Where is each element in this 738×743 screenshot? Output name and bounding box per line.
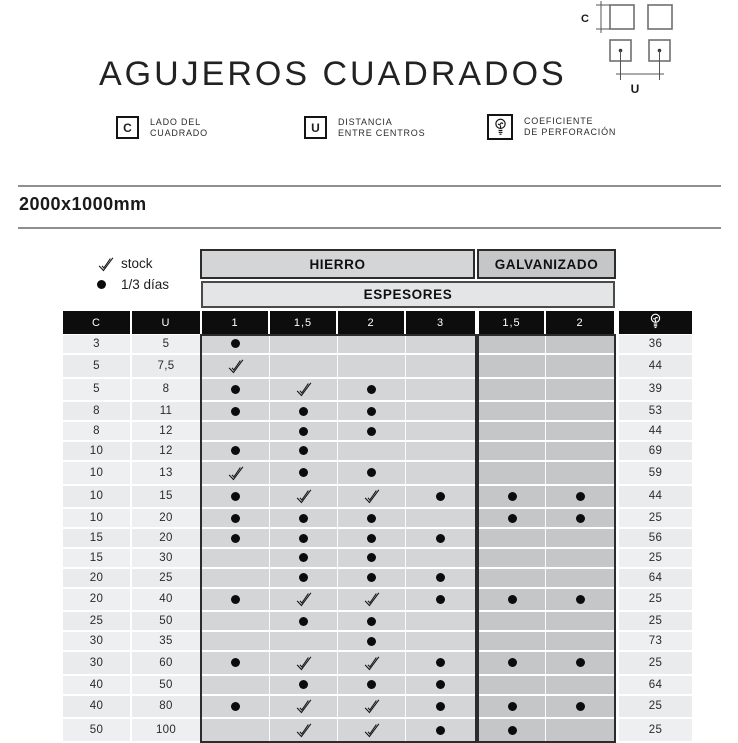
cell-c: 15 [63,529,130,549]
availability-dot-icon [299,553,308,562]
column-header-galv-1-5: 1,5 [479,311,546,334]
stock-check-icon [295,381,313,397]
cell-hierro-2 [338,696,406,720]
cell-hierro-3 [406,589,475,613]
cell-coefficient: 69 [619,442,692,462]
cell-galv-1-5 [479,652,546,676]
column-header-hierro-1: 1 [202,311,270,334]
cell-u: 35 [132,632,200,652]
cell-hierro-3 [406,529,475,549]
cell-galv-2 [546,719,614,743]
cell-c: 5 [63,379,130,403]
availability-dot-icon [299,468,308,477]
cell-hierro-3 [406,355,475,379]
stock-check-icon [227,358,245,374]
availability-dot-icon [231,595,240,604]
cell-hierro-2 [338,379,406,403]
table-row [63,379,692,403]
cell-coefficient: 44 [619,355,692,379]
cell-galv-1-5 [479,335,546,355]
cell-hierro-3 [406,612,475,632]
availability-dot-icon [436,702,445,711]
cell-hierro-1 [202,379,270,403]
cell-hierro-3 [406,719,475,743]
cell-coefficient: 44 [619,422,692,442]
cell-hierro-2 [338,486,406,510]
cell-galv-1-5 [479,719,546,743]
cell-c: 8 [63,422,130,442]
table-row [63,569,692,589]
cell-c: 20 [63,569,130,589]
stock-check-icon [363,591,381,607]
table-row [63,652,692,676]
stock-check-icon [363,655,381,671]
cell-hierro-1 [202,549,270,569]
bulb-icon [649,313,662,333]
cell-hierro-1-5 [270,402,338,422]
definition-c-line1: LADO DEL [150,116,201,127]
table-row [63,355,692,379]
availability-dot-icon [299,680,308,689]
stock-check-icon [363,488,381,504]
availability-dot-icon [299,446,308,455]
table-row [63,612,692,632]
cell-u: 30 [132,549,200,569]
cell-hierro-1 [202,529,270,549]
column-header-c: C [63,311,130,334]
definition-perforation [487,114,616,140]
availability-dot-icon [367,385,376,394]
cell-hierro-1-5 [270,442,338,462]
cell-hierro-1 [202,652,270,676]
bulb-icon [487,114,513,140]
cell-c: 8 [63,402,130,422]
column-header-hierro-2: 2 [338,311,406,334]
cell-galv-1-5 [479,355,546,379]
group-header-espesores: ESPESORES [201,281,615,308]
cell-hierro-3 [406,632,475,652]
availability-dot-icon [367,407,376,416]
cell-c: 40 [63,696,130,720]
cell-hierro-2 [338,355,406,379]
availability-dot-icon [367,637,376,646]
cell-hierro-1-5 [270,509,338,529]
cell-hierro-2 [338,612,406,632]
cell-galv-1-5 [479,402,546,422]
table-header-row [63,311,692,334]
column-header-coefficient [619,311,692,334]
definition-u [304,116,425,139]
availability-dot-icon [508,595,517,604]
availability-dot-icon [436,573,445,582]
cell-u: 7,5 [132,355,200,379]
cell-galv-2 [546,632,614,652]
cell-u: 20 [132,529,200,549]
group-header-galvanizado: GALVANIZADO [477,249,616,279]
table-row [63,402,692,422]
cell-hierro-2 [338,509,406,529]
column-header-u: U [132,311,200,334]
cell-galv-2 [546,422,614,442]
cell-hierro-1-5 [270,335,338,355]
cell-hierro-1 [202,355,270,379]
cell-galv-2 [546,379,614,403]
cell-u: 13 [132,462,200,486]
cell-coefficient: 25 [619,719,692,743]
legend-days-label: 1/3 días [121,277,170,292]
availability-dot-icon [231,385,240,394]
cell-coefficient: 25 [619,549,692,569]
square-holes-diagram [563,0,695,98]
table-row [63,509,692,529]
cell-galv-2 [546,676,614,696]
availability-legend [97,253,169,295]
cell-c: 50 [63,719,130,743]
cell-galv-1-5 [479,589,546,613]
cell-u: 25 [132,569,200,589]
cell-hierro-1 [202,335,270,355]
availability-dot-icon [299,427,308,436]
definition-perforation-line1: COEFICIENTE [524,116,594,126]
cell-coefficient: 64 [619,569,692,589]
table-row [63,422,692,442]
cell-u: 11 [132,402,200,422]
definition-perforation-line2: DE PERFORACIÓN [524,127,617,137]
cell-c: 5 [63,355,130,379]
cell-hierro-1-5 [270,549,338,569]
table-row [63,486,692,510]
column-header-hierro-3: 3 [406,311,475,334]
page-title: AGUJEROS CUADRADOS [99,55,567,93]
cell-hierro-1 [202,402,270,422]
cell-c: 10 [63,462,130,486]
cell-hierro-1-5 [270,719,338,743]
cell-hierro-1-5 [270,379,338,403]
cell-galv-2 [546,462,614,486]
availability-dot-icon [367,534,376,543]
cell-hierro-2 [338,632,406,652]
u-symbol-box: U [304,116,327,139]
cell-galv-2 [546,612,614,632]
cell-hierro-3 [406,402,475,422]
cell-hierro-3 [406,509,475,529]
availability-dot-icon [436,595,445,604]
cell-hierro-3 [406,442,475,462]
availability-dot-icon [576,658,585,667]
cell-galv-1-5 [479,422,546,442]
c-symbol-box: C [116,116,139,139]
cell-galv-2 [546,589,614,613]
cell-hierro-1 [202,589,270,613]
cell-coefficient: 59 [619,462,692,486]
legend-stock [97,253,169,274]
cell-galv-2 [546,549,614,569]
availability-dot-icon [231,492,240,501]
availability-dot-icon [367,514,376,523]
cell-hierro-1 [202,719,270,743]
cell-hierro-1-5 [270,696,338,720]
cell-coefficient: 25 [619,696,692,720]
availability-dot-icon [231,446,240,455]
cell-c: 15 [63,549,130,569]
availability-dot-icon [299,514,308,523]
cell-hierro-3 [406,335,475,355]
cell-galv-1-5 [479,612,546,632]
cell-hierro-1-5 [270,486,338,510]
definition-c [116,116,208,139]
legend-stock-label: stock [121,256,153,271]
cell-u: 80 [132,696,200,720]
cell-u: 100 [132,719,200,743]
column-header-galv-2: 2 [546,311,614,334]
cell-hierro-1-5 [270,676,338,696]
cell-c: 25 [63,612,130,632]
cell-coefficient: 44 [619,486,692,510]
availability-dot-icon [231,658,240,667]
cell-u: 60 [132,652,200,676]
stock-check-icon [295,655,313,671]
table-row [63,529,692,549]
cell-c: 40 [63,676,130,696]
cell-hierro-1 [202,632,270,652]
cell-galv-1-5 [479,442,546,462]
cell-hierro-2 [338,569,406,589]
cell-hierro-2 [338,402,406,422]
cell-galv-1-5 [479,462,546,486]
cell-hierro-1 [202,422,270,442]
cell-coefficient: 25 [619,652,692,676]
sheet-size-heading: 2000x1000mm [19,194,147,214]
column-header-hierro-1-5: 1,5 [270,311,338,334]
diagram-c-label: C [581,13,589,25]
cell-hierro-1-5 [270,612,338,632]
stock-check-icon [227,465,245,481]
cell-galv-1-5 [479,696,546,720]
cell-hierro-2 [338,442,406,462]
cell-hierro-2 [338,676,406,696]
cell-hierro-3 [406,422,475,442]
cell-hierro-2 [338,335,406,355]
cell-coefficient: 36 [619,335,692,355]
cell-coefficient: 56 [619,529,692,549]
cell-hierro-3 [406,549,475,569]
cell-galv-1-5 [479,486,546,510]
cell-hierro-1 [202,442,270,462]
cell-hierro-1 [202,612,270,632]
table-row [63,462,692,486]
cell-galv-1-5 [479,529,546,549]
availability-dot-icon [436,534,445,543]
cell-galv-1-5 [479,676,546,696]
cell-hierro-1 [202,486,270,510]
cell-galv-2 [546,355,614,379]
cell-coefficient: 64 [619,676,692,696]
cell-hierro-3 [406,379,475,403]
cell-hierro-1-5 [270,462,338,486]
cell-coefficient: 25 [619,612,692,632]
availability-dot-icon [231,514,240,523]
cell-galv-2 [546,509,614,529]
cell-galv-1-5 [479,379,546,403]
cell-u: 5 [132,335,200,355]
table-row [63,442,692,462]
cell-hierro-1 [202,569,270,589]
cell-u: 12 [132,422,200,442]
cell-hierro-1 [202,462,270,486]
table-row [63,696,692,720]
cell-hierro-1-5 [270,569,338,589]
cell-c: 30 [63,652,130,676]
cell-u: 8 [132,379,200,403]
availability-dot-icon [367,680,376,689]
availability-dot-icon [367,553,376,562]
availability-dot-icon [508,492,517,501]
cell-hierro-1-5 [270,632,338,652]
table-body [63,335,692,743]
stock-check-icon [295,722,313,738]
availability-dot-icon [436,492,445,501]
table-row [63,676,692,696]
stock-check-icon [363,722,381,738]
availability-dot-icon [436,726,445,735]
cell-c: 10 [63,509,130,529]
cell-galv-2 [546,569,614,589]
cell-hierro-1-5 [270,355,338,379]
cell-coefficient: 25 [619,589,692,613]
cell-hierro-1 [202,509,270,529]
availability-dot-icon [436,680,445,689]
cell-galv-2 [546,696,614,720]
availability-dot-icon [576,492,585,501]
stock-check-icon [295,591,313,607]
availability-dot-icon [231,702,240,711]
cell-galv-2 [546,442,614,462]
cell-galv-1-5 [479,549,546,569]
availability-dot-icon [367,427,376,436]
definition-u-line1: DISTANCIA [338,116,393,127]
cell-c: 10 [63,442,130,462]
cell-galv-2 [546,335,614,355]
cell-hierro-2 [338,589,406,613]
divider-top [18,185,721,187]
availability-dot-icon [576,595,585,604]
definition-u-line2: ENTRE CENTROS [338,127,426,138]
availability-dot-icon [576,514,585,523]
cell-hierro-3 [406,462,475,486]
cell-u: 12 [132,442,200,462]
cell-galv-2 [546,652,614,676]
availability-dot-icon [367,617,376,626]
cell-galv-1-5 [479,509,546,529]
divider-bottom [18,227,721,229]
availability-dot-icon [231,407,240,416]
availability-dot-icon [508,514,517,523]
cell-u: 15 [132,486,200,510]
cell-hierro-1-5 [270,529,338,549]
cell-hierro-1-5 [270,422,338,442]
cell-hierro-2 [338,462,406,486]
cell-galv-1-5 [479,569,546,589]
cell-u: 50 [132,612,200,632]
cell-hierro-1-5 [270,589,338,613]
cell-coefficient: 53 [619,402,692,422]
availability-dot-icon [231,339,240,348]
availability-dot-icon [367,468,376,477]
cell-coefficient: 73 [619,632,692,652]
cell-c: 20 [63,589,130,613]
symbol-definitions [0,112,738,146]
days-dot-icon [97,280,121,289]
cell-c: 10 [63,486,130,510]
cell-hierro-2 [338,422,406,442]
cell-hierro-2 [338,719,406,743]
availability-dot-icon [299,573,308,582]
cell-c: 3 [63,335,130,355]
cell-hierro-3 [406,676,475,696]
cell-hierro-1 [202,676,270,696]
cell-coefficient: 39 [619,379,692,403]
cell-hierro-2 [338,529,406,549]
cell-u: 40 [132,589,200,613]
table-row [63,335,692,355]
availability-dot-icon [508,702,517,711]
table-row [63,549,692,569]
stock-check-icon [97,256,121,272]
cell-hierro-3 [406,486,475,510]
cell-hierro-3 [406,569,475,589]
legend-days [97,274,169,295]
cell-hierro-2 [338,652,406,676]
availability-dot-icon [508,726,517,735]
availability-dot-icon [367,573,376,582]
cell-c: 30 [63,632,130,652]
cell-hierro-3 [406,652,475,676]
stock-check-icon [363,698,381,714]
cell-galv-2 [546,402,614,422]
stock-check-icon [295,698,313,714]
cell-u: 50 [132,676,200,696]
availability-dot-icon [436,658,445,667]
cell-hierro-2 [338,549,406,569]
availability-dot-icon [299,407,308,416]
square-holes-diagram-drawing [563,0,695,98]
cell-galv-2 [546,529,614,549]
cell-coefficient: 25 [619,509,692,529]
cell-u: 20 [132,509,200,529]
cell-galv-2 [546,486,614,510]
table-row [63,719,692,743]
stock-check-icon [295,488,313,504]
table-row [63,632,692,652]
group-header-hierro: HIERRO [200,249,475,279]
availability-dot-icon [231,534,240,543]
cell-hierro-3 [406,696,475,720]
cell-galv-1-5 [479,632,546,652]
availability-dot-icon [576,702,585,711]
availability-dot-icon [299,534,308,543]
table-row [63,589,692,613]
availability-dot-icon [299,617,308,626]
diagram-u-label: U [630,82,640,96]
availability-dot-icon [508,658,517,667]
definition-c-line2: CUADRADO [150,127,208,138]
cell-hierro-1 [202,696,270,720]
cell-hierro-1-5 [270,652,338,676]
